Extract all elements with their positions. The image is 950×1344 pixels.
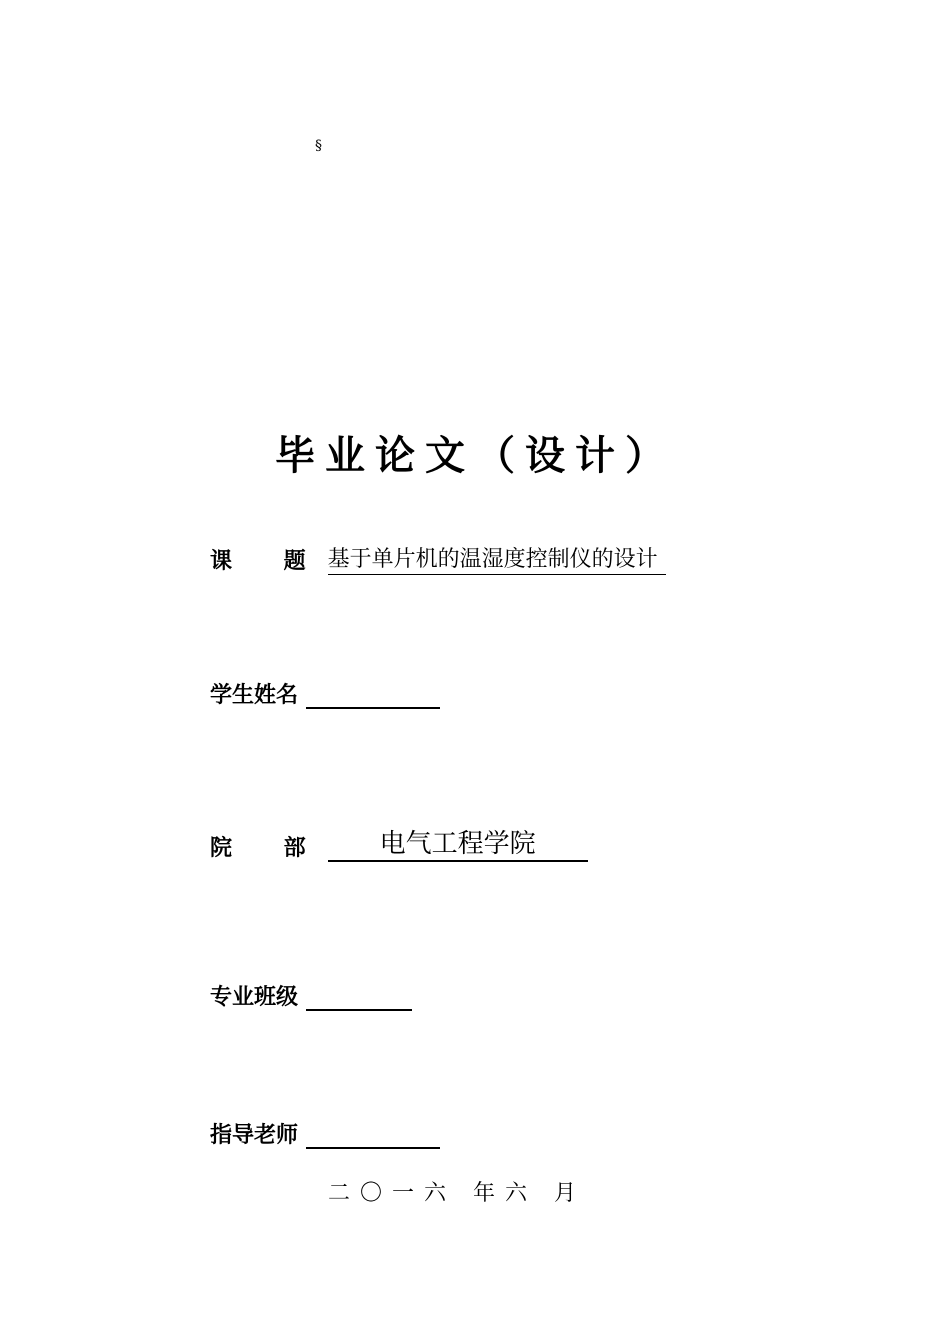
section-mark: §: [315, 138, 322, 154]
topic-value: 基于单片机的温湿度控制仪的设计: [328, 546, 666, 575]
major-label: 专业班级: [210, 985, 299, 1010]
student-row: [210, 678, 440, 709]
topic-row: [210, 544, 666, 575]
main-title: 毕业论文（设计）: [275, 433, 675, 479]
topic-label: 课 题: [210, 549, 328, 574]
dept-label: 院 部: [210, 836, 328, 861]
date-line: 二〇一六 年六 月: [328, 1181, 586, 1206]
major-row: [210, 980, 412, 1011]
major-value: [306, 981, 412, 1011]
student-label: 学生姓名: [210, 683, 299, 708]
student-value: [306, 679, 440, 709]
advisor-label: 指导老师: [210, 1123, 299, 1148]
advisor-value: [306, 1119, 440, 1149]
dept-value: 电气工程学院: [328, 828, 588, 862]
dept-row: [210, 828, 588, 862]
advisor-row: [210, 1118, 440, 1149]
